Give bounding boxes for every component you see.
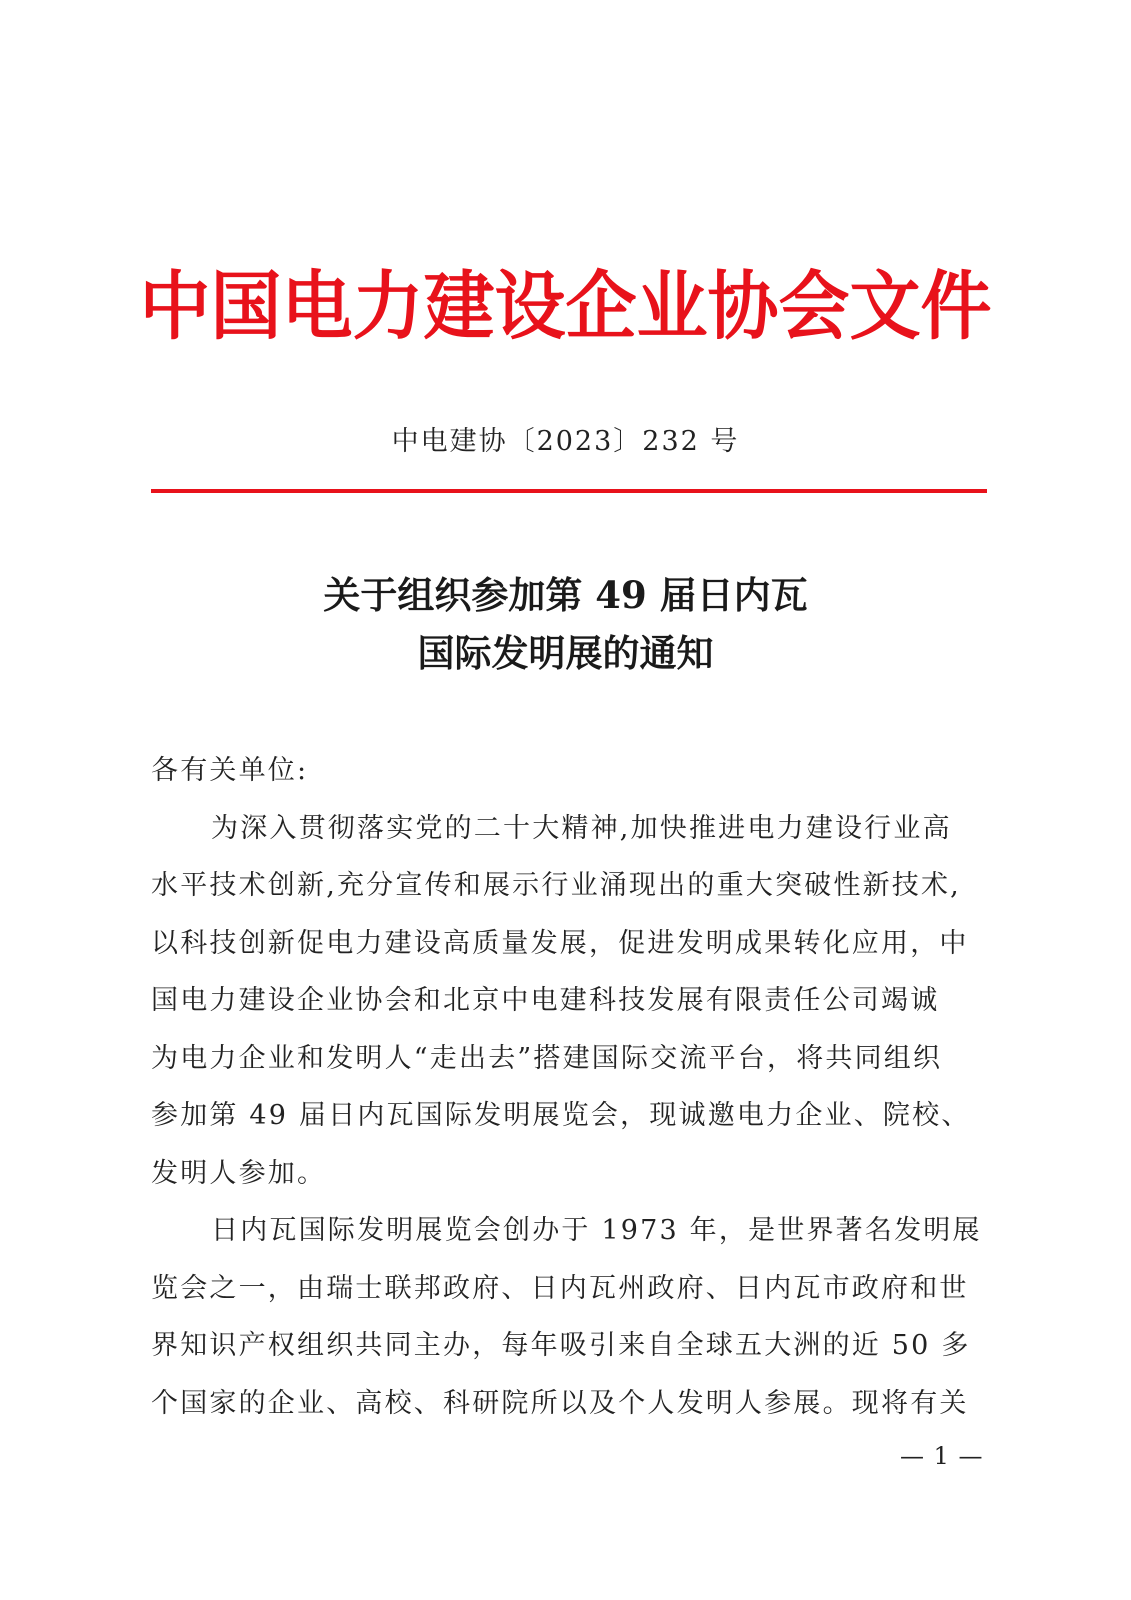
- document-number: 中电建协〔2023〕232 号: [391, 426, 740, 457]
- paragraph-1-line: 参加第 49 届日内瓦国际发明展览会，现诚邀电力企业、院校、: [151, 1100, 971, 1131]
- paragraph-1: [151, 800, 975, 1203]
- red-divider-line: [151, 489, 987, 493]
- paragraph-1-line: 以科技创新促电力建设高质量发展，促进发明成果转化应用，中: [151, 927, 969, 959]
- notice-title-line-1: 关于组织参加第 49 届日内瓦: [323, 573, 808, 617]
- paragraph-1-line: 发明人参加。: [151, 1157, 327, 1189]
- page-number: — 1 —: [900, 1442, 984, 1470]
- document-body: [151, 742, 982, 1432]
- paragraph-2-line: 界知识产权组织共同主办，每年吸引来自全球五大洲的近 50 多: [151, 1330, 971, 1361]
- paragraph-2-line: 览会之一，由瑞士联邦政府、日内瓦州政府、日内瓦市政府和世: [151, 1272, 969, 1304]
- notice-title: [0, 566, 1131, 682]
- paragraph-2: [151, 1202, 982, 1432]
- paragraph-2-line: 日内瓦国际发明展览会创办于 1973 年，是世界著名发明展: [211, 1215, 982, 1246]
- paragraph-1-line: 为电力企业和发明人“走出去”搭建国际交流平台，将共同组织: [151, 1042, 943, 1074]
- paragraph-1-line: 为深入贯彻落实党的二十大精神,加快推进电力建设行业高: [211, 812, 952, 844]
- notice-title-line-2: 国际发明展的通知: [417, 631, 714, 675]
- paragraph-2-line: 个国家的企业、高校、科研院所以及个人发明人参展。现将有关: [151, 1387, 969, 1419]
- paragraph-1-line: 国电力建设企业协会和北京中电建科技发展有限责任公司竭诚: [151, 985, 940, 1016]
- salutation: 各有关单位:: [151, 755, 309, 786]
- masthead-title: 中国电力建设企业协会文件: [139, 262, 992, 351]
- paragraph-1-line: 水平技术创新,充分宣传和展示行业涌现出的重大突破性新技术,: [151, 870, 961, 901]
